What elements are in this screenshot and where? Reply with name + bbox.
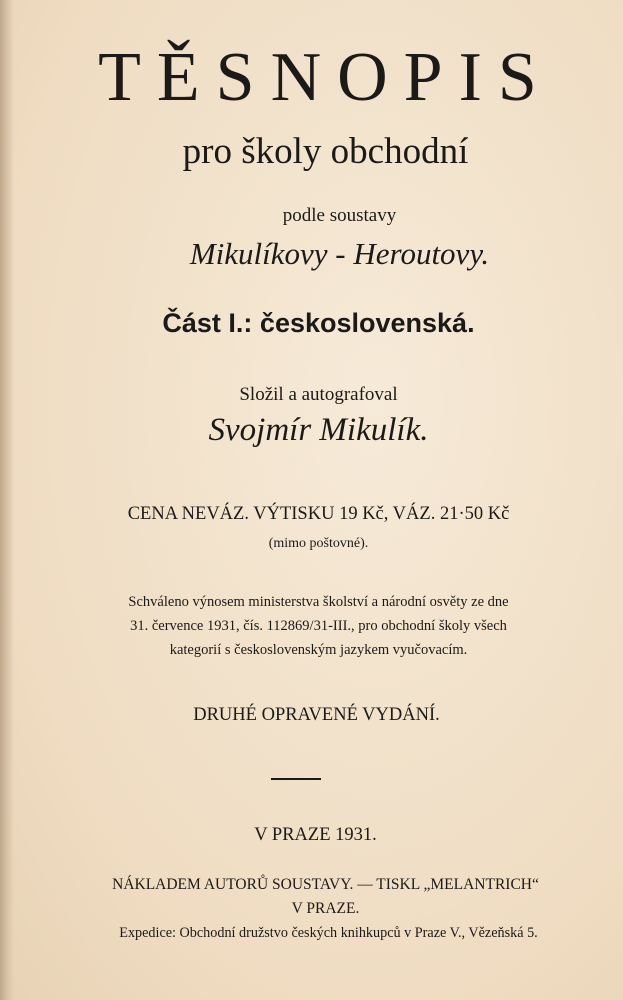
approval-line: kategorií s československým jazykem vyučovacím.: [169, 642, 468, 658]
author-name: Svojmír Mikulík.: [208, 412, 429, 448]
approval-line: Schváleno výnosem ministerstva školství a národní osvěty ze dne: [128, 594, 509, 610]
system-authors: Mikulíkovy - Heroutovy.: [189, 236, 490, 271]
edition-line: DRUHÉ OPRAVENÉ VYDÁNÍ.: [193, 705, 440, 725]
expedition-line: Expedice: Obchodní družstvo českých knihkupců v Praze V., Vězeňská 5.: [119, 925, 538, 941]
price-line: CENA NEVÁZ. VÝTISKU 19 Kč, VÁZ. 21·50 Kč: [127, 504, 510, 524]
approval-line: 31. července 1931, čís. 112869/31-III., pro obchodní školy všech: [130, 618, 507, 634]
publisher-line: V PRAZE.: [291, 900, 360, 917]
approval-notice: [0, 590, 623, 662]
part-heading: Část I.: československá.: [162, 308, 475, 338]
publisher-imprint: [0, 873, 623, 921]
compiled-by-label: Složil a autografoval: [239, 384, 398, 405]
price-note: (mimo poštovné).: [268, 536, 369, 551]
system-prefix: podle soustavy: [282, 205, 397, 226]
book-subtitle: pro školy obchodní: [182, 131, 469, 172]
publisher-line: NÁKLADEM AUTORŮ SOUSTAVY. — TISKL „MELANTRICH“: [112, 876, 539, 893]
divider-rule: [271, 778, 321, 780]
book-title: TĚSNOPIS: [98, 39, 553, 116]
place-year: V PRAZE 1931.: [254, 825, 377, 845]
